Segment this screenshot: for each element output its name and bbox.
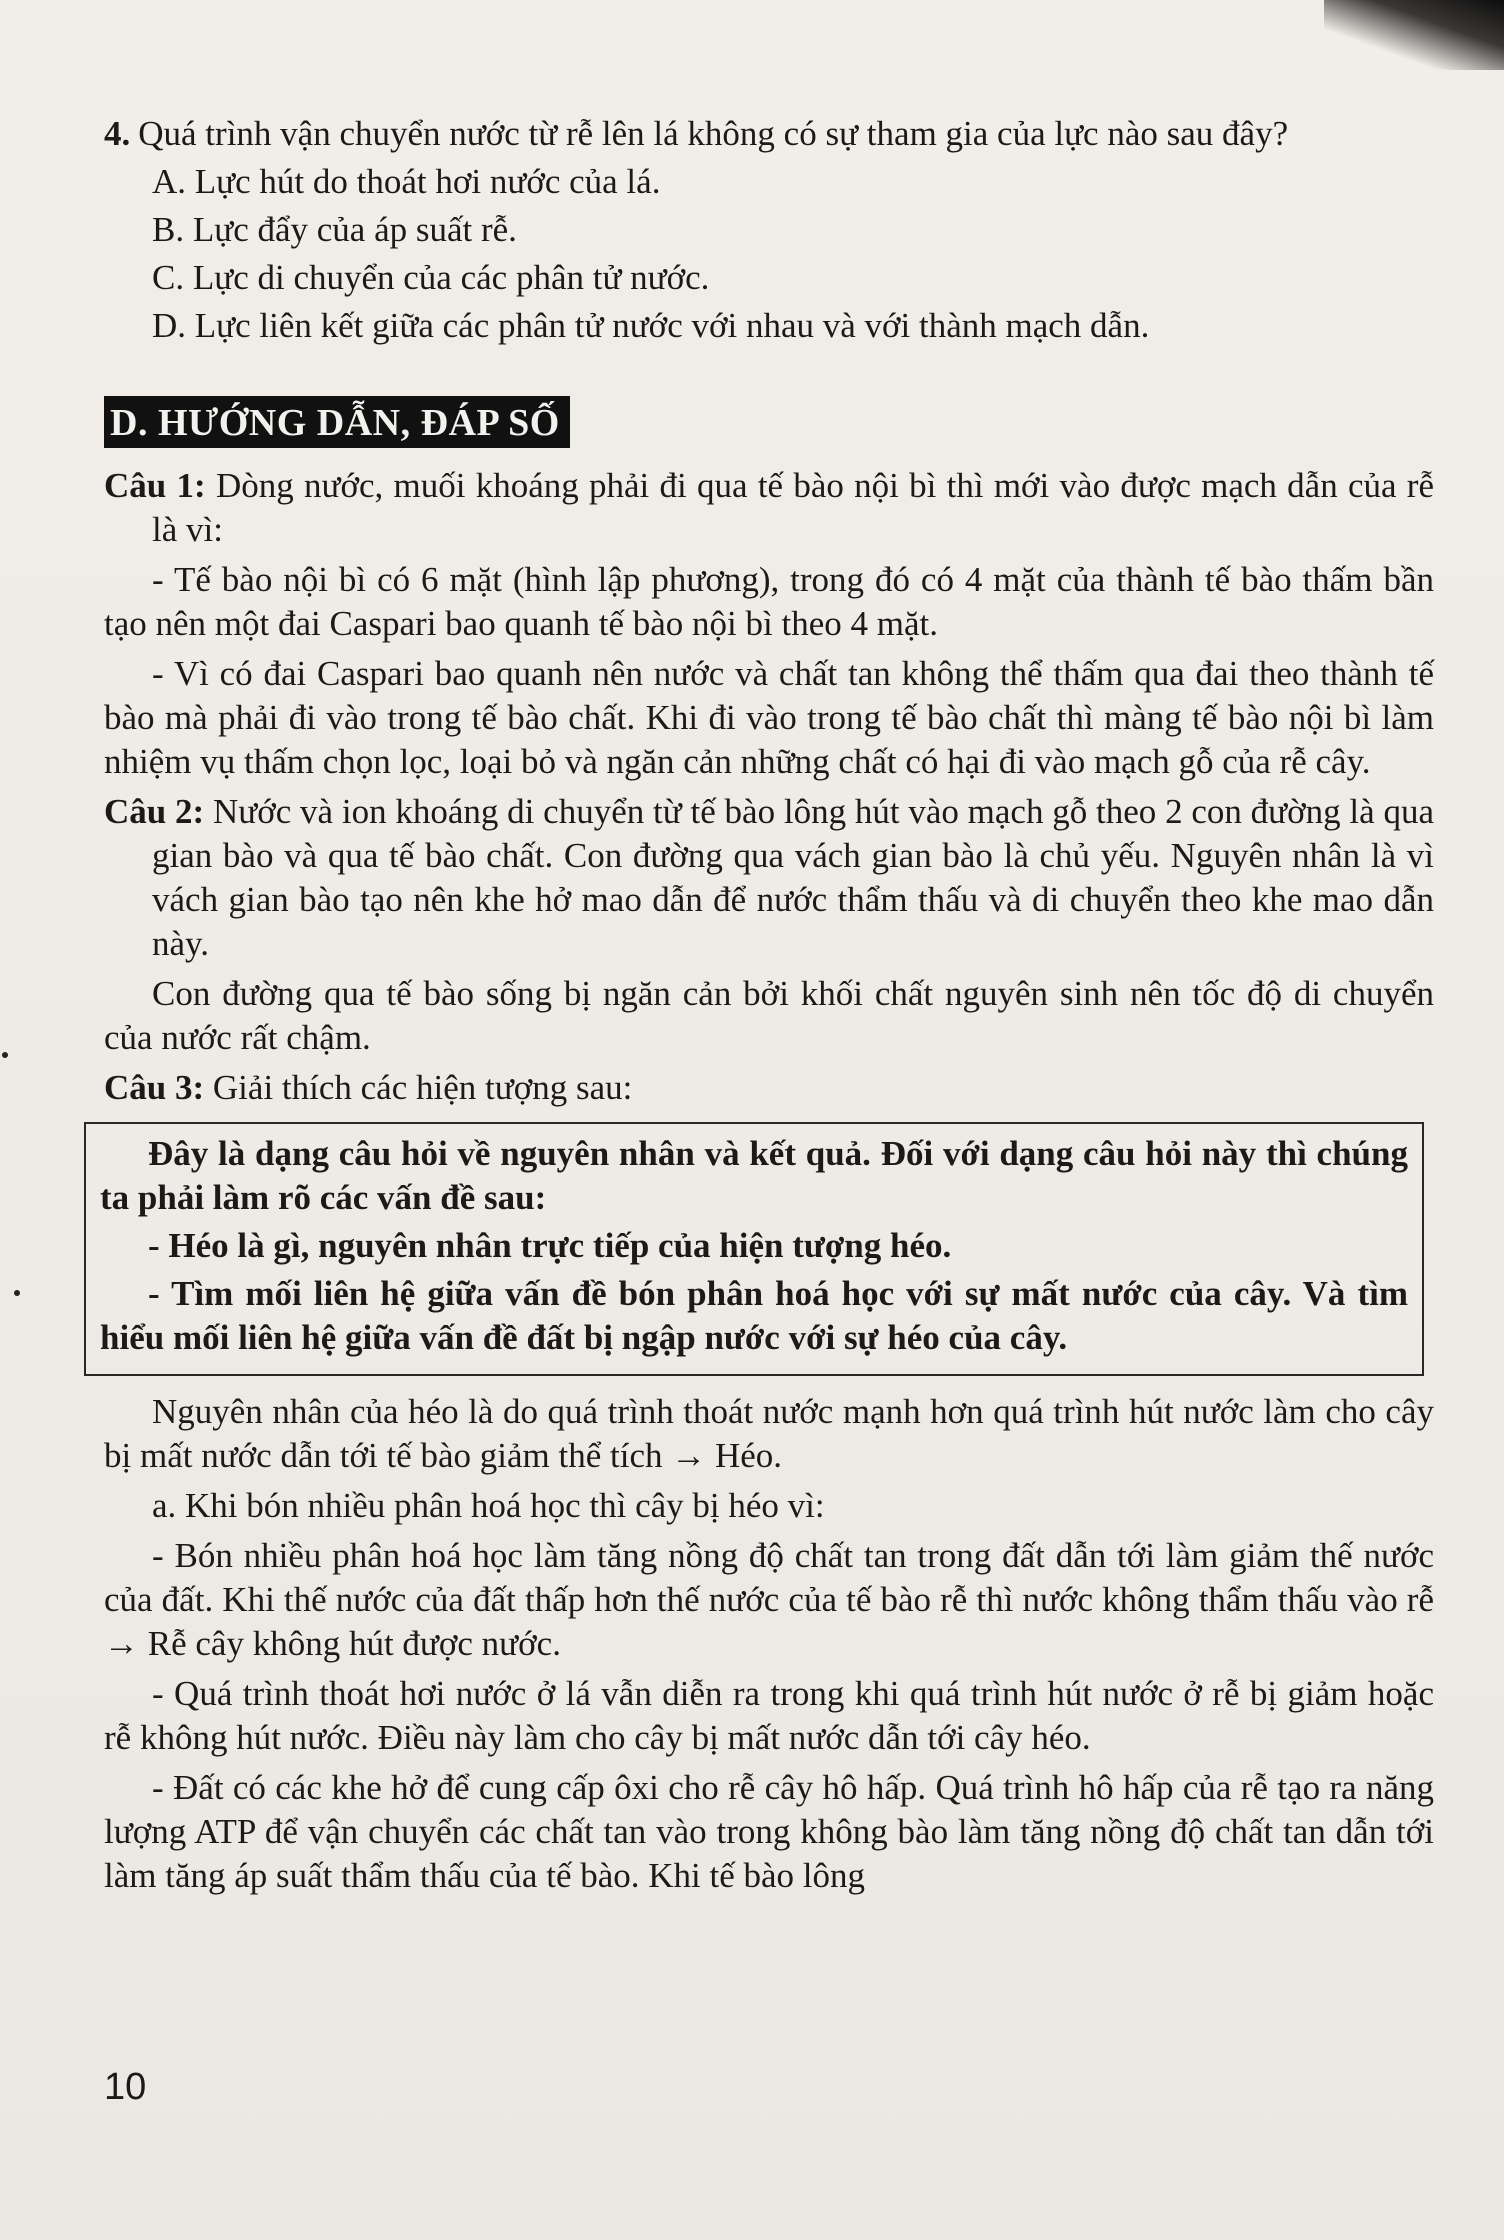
page-corner-shadow <box>1324 0 1504 70</box>
option-b: B. Lực đẩy của áp suất rễ. <box>152 210 517 249</box>
point-a: - Quá trình thoát hơi nước ở lá vẫn diễn ra trong khi quá trình hút nước ở rễ bị giảm hoặc rễ không hút nước. Điều này làm cho cây bị mất nước dẫn tới cây héo. <box>104 1674 1434 1757</box>
cau-intro: Nước và ion khoáng di chuyển từ tế bào lông hút vào mạch gỗ theo 2 con đường là qua gian bào và qua tế bào chất. Con đường qua vách gian bào là chủ yếu. Nguyên nhân là vì vách gian bào tạo nên khe hở mao dẫn để nước thẩm thấu và di chuyển theo khe mao dẫn này. <box>152 792 1434 963</box>
cau1-point: - Vì có đai Caspari bao quanh nên nước và chất tan không thể thấm qua đai theo thành tế bào mà phải đi vào trong tế bào chất. Khi đi vào trong tế bào chất thì màng tế bào nội bì làm nhiệm vụ thấm chọn lọc, loại bỏ và ngăn cản những chất có hại đi vào mạch gỗ của rễ cây. <box>104 654 1434 781</box>
answer-cau-3 <box>100 1066 1434 1898</box>
method-note-box <box>84 1122 1424 1376</box>
page-content <box>100 112 1434 1904</box>
cau-intro: Dòng nước, muối khoáng phải đi qua tế bào nội bì thì mới vào được mạch dẫn của rễ là vì: <box>152 466 1434 549</box>
answer-cau-2 <box>104 790 1434 1060</box>
point-a: - Bón nhiều phân hoá học làm tăng nồng độ chất tan trong đất dẫn tới làm giảm thế nước của đất. Khi thế nước của đất thấp hơn thế nước của tế bào rễ thì nước không thẩm thấu vào rễ → Rễ cây không hút được nước. <box>104 1536 1434 1663</box>
note-line: - Héo là gì, nguyên nhân trực tiếp của hiện tượng héo. <box>148 1226 952 1265</box>
cau-label: Câu 2: <box>104 792 205 831</box>
section-heading: D. HƯỚNG DẪN, ĐÁP SỐ <box>104 396 570 448</box>
cause-paragraph: Nguyên nhân của héo là do quá trình thoát nước mạnh hơn quá trình hút nước làm cho cây bị mất nước dẫn tới tế bào giảm thể tích → Héo. <box>104 1392 1434 1475</box>
note-line: - Tìm mối liên hệ giữa vấn đề bón phân hoá học với sự mất nước của cây. Và tìm hiểu mối liên hệ giữa vấn đề đất bị ngập nước với sự héo của cây. <box>100 1274 1408 1357</box>
option-c: C. Lực di chuyển của các phân tử nước. <box>152 258 710 297</box>
answer-cau-1 <box>104 464 1434 784</box>
cau-label: Câu 3: <box>104 1068 205 1107</box>
scan-speck <box>2 1052 8 1058</box>
option-a: A. Lực hút do thoát hơi nước của lá. <box>152 162 661 201</box>
cau-intro: Giải thích các hiện tượng sau: <box>212 1068 633 1107</box>
sub-heading-a: a. Khi bón nhiều phân hoá học thì cây bị héo vì: <box>152 1486 825 1525</box>
cau-label: Câu 1: <box>104 466 206 505</box>
scan-speck <box>14 1290 20 1296</box>
question-4 <box>104 112 1434 348</box>
cau1-point: - Tế bào nội bì có 6 mặt (hình lập phương), trong đó có 4 mặt của thành tế bào thấm bần tạo nên một đai Caspari bao quanh tế bào nội bì theo 4 mặt. <box>104 560 1434 643</box>
option-d: D. Lực liên kết giữa các phân tử nước với nhau và với thành mạch dẫn. <box>152 306 1150 345</box>
note-line: Đây là dạng câu hỏi về nguyên nhân và kết quả. Đối với dạng câu hỏi này thì chúng ta phải làm rõ các vấn đề sau: <box>100 1134 1408 1217</box>
cau2-paragraph: Con đường qua tế bào sống bị ngăn cản bởi khối chất nguyên sinh nên tốc độ di chuyển của nước rất chậm. <box>104 974 1434 1057</box>
point-a: - Đất có các khe hở để cung cấp ôxi cho rễ cây hô hấp. Quá trình hô hấp của rễ tạo ra năng lượng ATP để vận chuyển các chất tan vào trong không bào làm tăng nồng độ chất tan dẫn tới làm tăng áp suất thẩm thấu của tế bào. Khi tế bào lông <box>104 1768 1434 1895</box>
question-text: Quá trình vận chuyển nước từ rễ lên lá không có sự tham gia của lực nào sau đây? <box>138 114 1289 153</box>
question-number: 4. <box>104 114 131 153</box>
page-number: 10 <box>104 2066 147 2108</box>
